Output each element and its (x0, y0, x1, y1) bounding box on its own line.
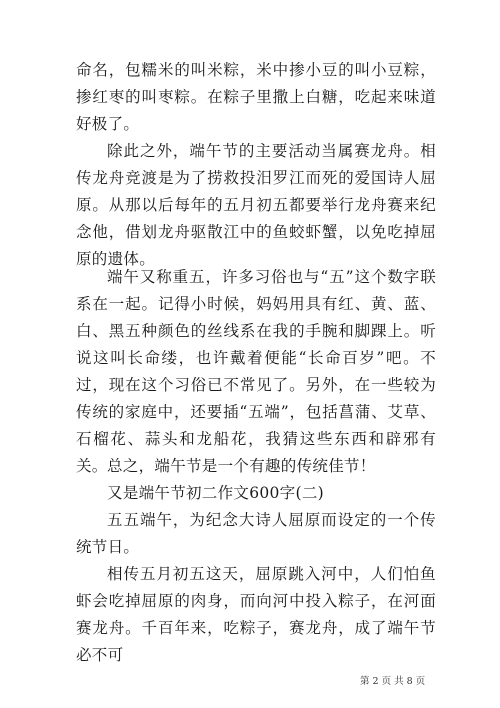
paragraph-zongzi-naming: 命名，包糯米的叫米粽，米中掺小豆的叫小豆粽，掺红枣的叫枣粽。在粽子里撒上白糖，吃起来味道好极了。 (76, 61, 436, 133)
paragraph-legend: 相传五月初五这天，屈原跳入河中，人们怕鱼虾会吃掉屈原的肉身，而向河中投入粽子，在河面赛龙舟。千百年来，吃粽子，赛龙舟，成了端午节必不可 (76, 565, 436, 664)
page-number-footer: 第 2 页 共 8 页 (360, 676, 426, 687)
paragraph-conclusion: 总之，端午节是一个有趣的传统佳节！ (107, 457, 376, 475)
paragraph-dragon-boat: 除此之外，端午节的主要活动当属赛龙舟。相传龙舟竞渡是为了捞救投汨罗江而死的爱国诗人屈原。从那以后每年的五月初五都要举行龙舟赛来纪念他，借划龙舟驱散江中的鱼蛟虾蟹，以免吃掉屈原的遗体。 (76, 142, 436, 268)
essay-heading: 又是端午节初二作文600字(二) (107, 484, 324, 502)
paragraph-intro-2: 五五端午，为纪念大诗人屈原而设定的一个传统节日。 (76, 511, 436, 556)
paragraph-double-fifth: 端午又称重五，许多习俗也与“五”这个数字联系在一起。记得小时候，妈妈用具有红、黄、蓝、白、黑五种颜色的丝线系在我的手腕和脚踝上。听说这叫长命缕，也许戴着便能“长命百岁”吧。不过，现在这个习俗已不常见了。另外，在一些较为传统的家庭中，还要插“五端”，包括菖蒲、艾草、石榴花、蒜头和龙船花，我猜这些东西和辟邪有关。 (76, 268, 436, 475)
